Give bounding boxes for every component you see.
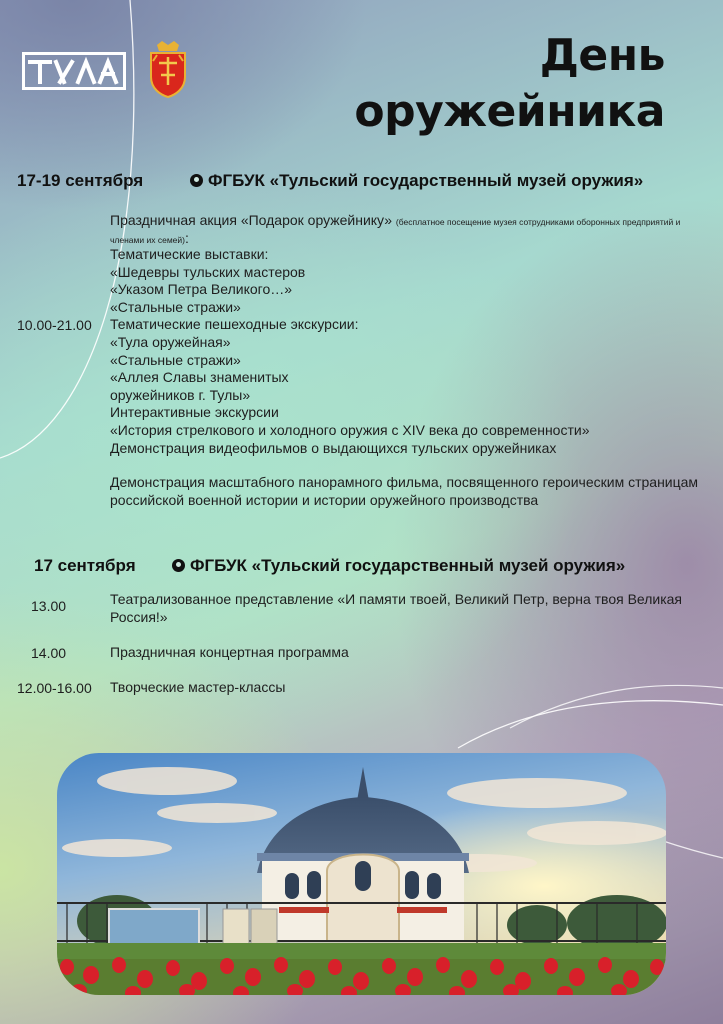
list-item: Тематические выставки: <box>110 246 269 262</box>
promo-action: Праздничная акция «Подарок оружейнику» (бесплатное посещение музея сотрудниками оборонных предприятий и членами их семей): <box>110 212 681 246</box>
event-time: 14.00 <box>31 645 67 661</box>
list-item: «Тула оружейная» <box>110 333 231 350</box>
section2-date: 17 сентября <box>34 556 136 575</box>
location-pin-icon <box>172 559 185 572</box>
section2-place <box>172 556 625 576</box>
event-text: Творческие мастер-классы <box>110 679 286 695</box>
list-item: Интерактивные экскурсии <box>110 404 279 421</box>
promo-action-note: (бесплатное посещение музея сотрудниками оборонных предприятий и членами их семей) <box>110 217 681 245</box>
tula-logo <box>22 52 126 90</box>
title-line-2: оружейника <box>354 86 665 137</box>
event-time: 13.00 <box>31 598 67 614</box>
section1-date: 17-19 сентября <box>17 171 144 190</box>
list-item: «Шедевры тульских мастеров <box>110 263 306 280</box>
section1-place <box>190 171 643 191</box>
tula-coat-of-arms-icon <box>147 39 189 99</box>
list-item: «Аллея Славы знаменитых <box>110 369 289 386</box>
title-line-1: День <box>539 30 665 81</box>
list-item: «История стрелкового и холодного оружия с XIV века до современности» <box>110 421 590 438</box>
page-title <box>354 28 665 140</box>
promo-action-title: Праздничная акция «Подарок оружейнику» <box>110 212 393 228</box>
event-time: 12.00-16.00 <box>17 680 92 696</box>
list-item: «Стальные стражи» <box>110 298 241 315</box>
list-item: «Указом Петра Великого…» <box>110 281 293 298</box>
list-item: оружейников г. Тулы» <box>110 386 251 403</box>
list-item: Демонстрация видеофильмов о выдающихся тульских оружейниках <box>110 439 557 456</box>
event-text: Праздничная концертная программа <box>110 644 349 660</box>
list-item: «Стальные стражи» <box>110 351 241 368</box>
section1-time: 10.00-21.00 <box>17 317 92 333</box>
event-text: Театрализованное представление «И памяти твоей, Великий Петр, верна твоя Великая Россия!» <box>110 591 683 625</box>
section1-place-text: ФГБУК «Тульский государственный музей оружия» <box>208 171 644 190</box>
panorama-film: Демонстрация масштабного панорамного фильма, посвященного героическим страницам российской военной истории и истории оружейного производства <box>110 474 699 508</box>
location-pin-icon <box>190 174 203 187</box>
list-item: Тематические пешеходные экскурсии: <box>110 316 359 333</box>
museum-photo <box>57 753 666 995</box>
section2-place-text: ФГБУК «Тульский государственный музей оружия» <box>190 556 626 575</box>
program-list <box>110 246 710 457</box>
